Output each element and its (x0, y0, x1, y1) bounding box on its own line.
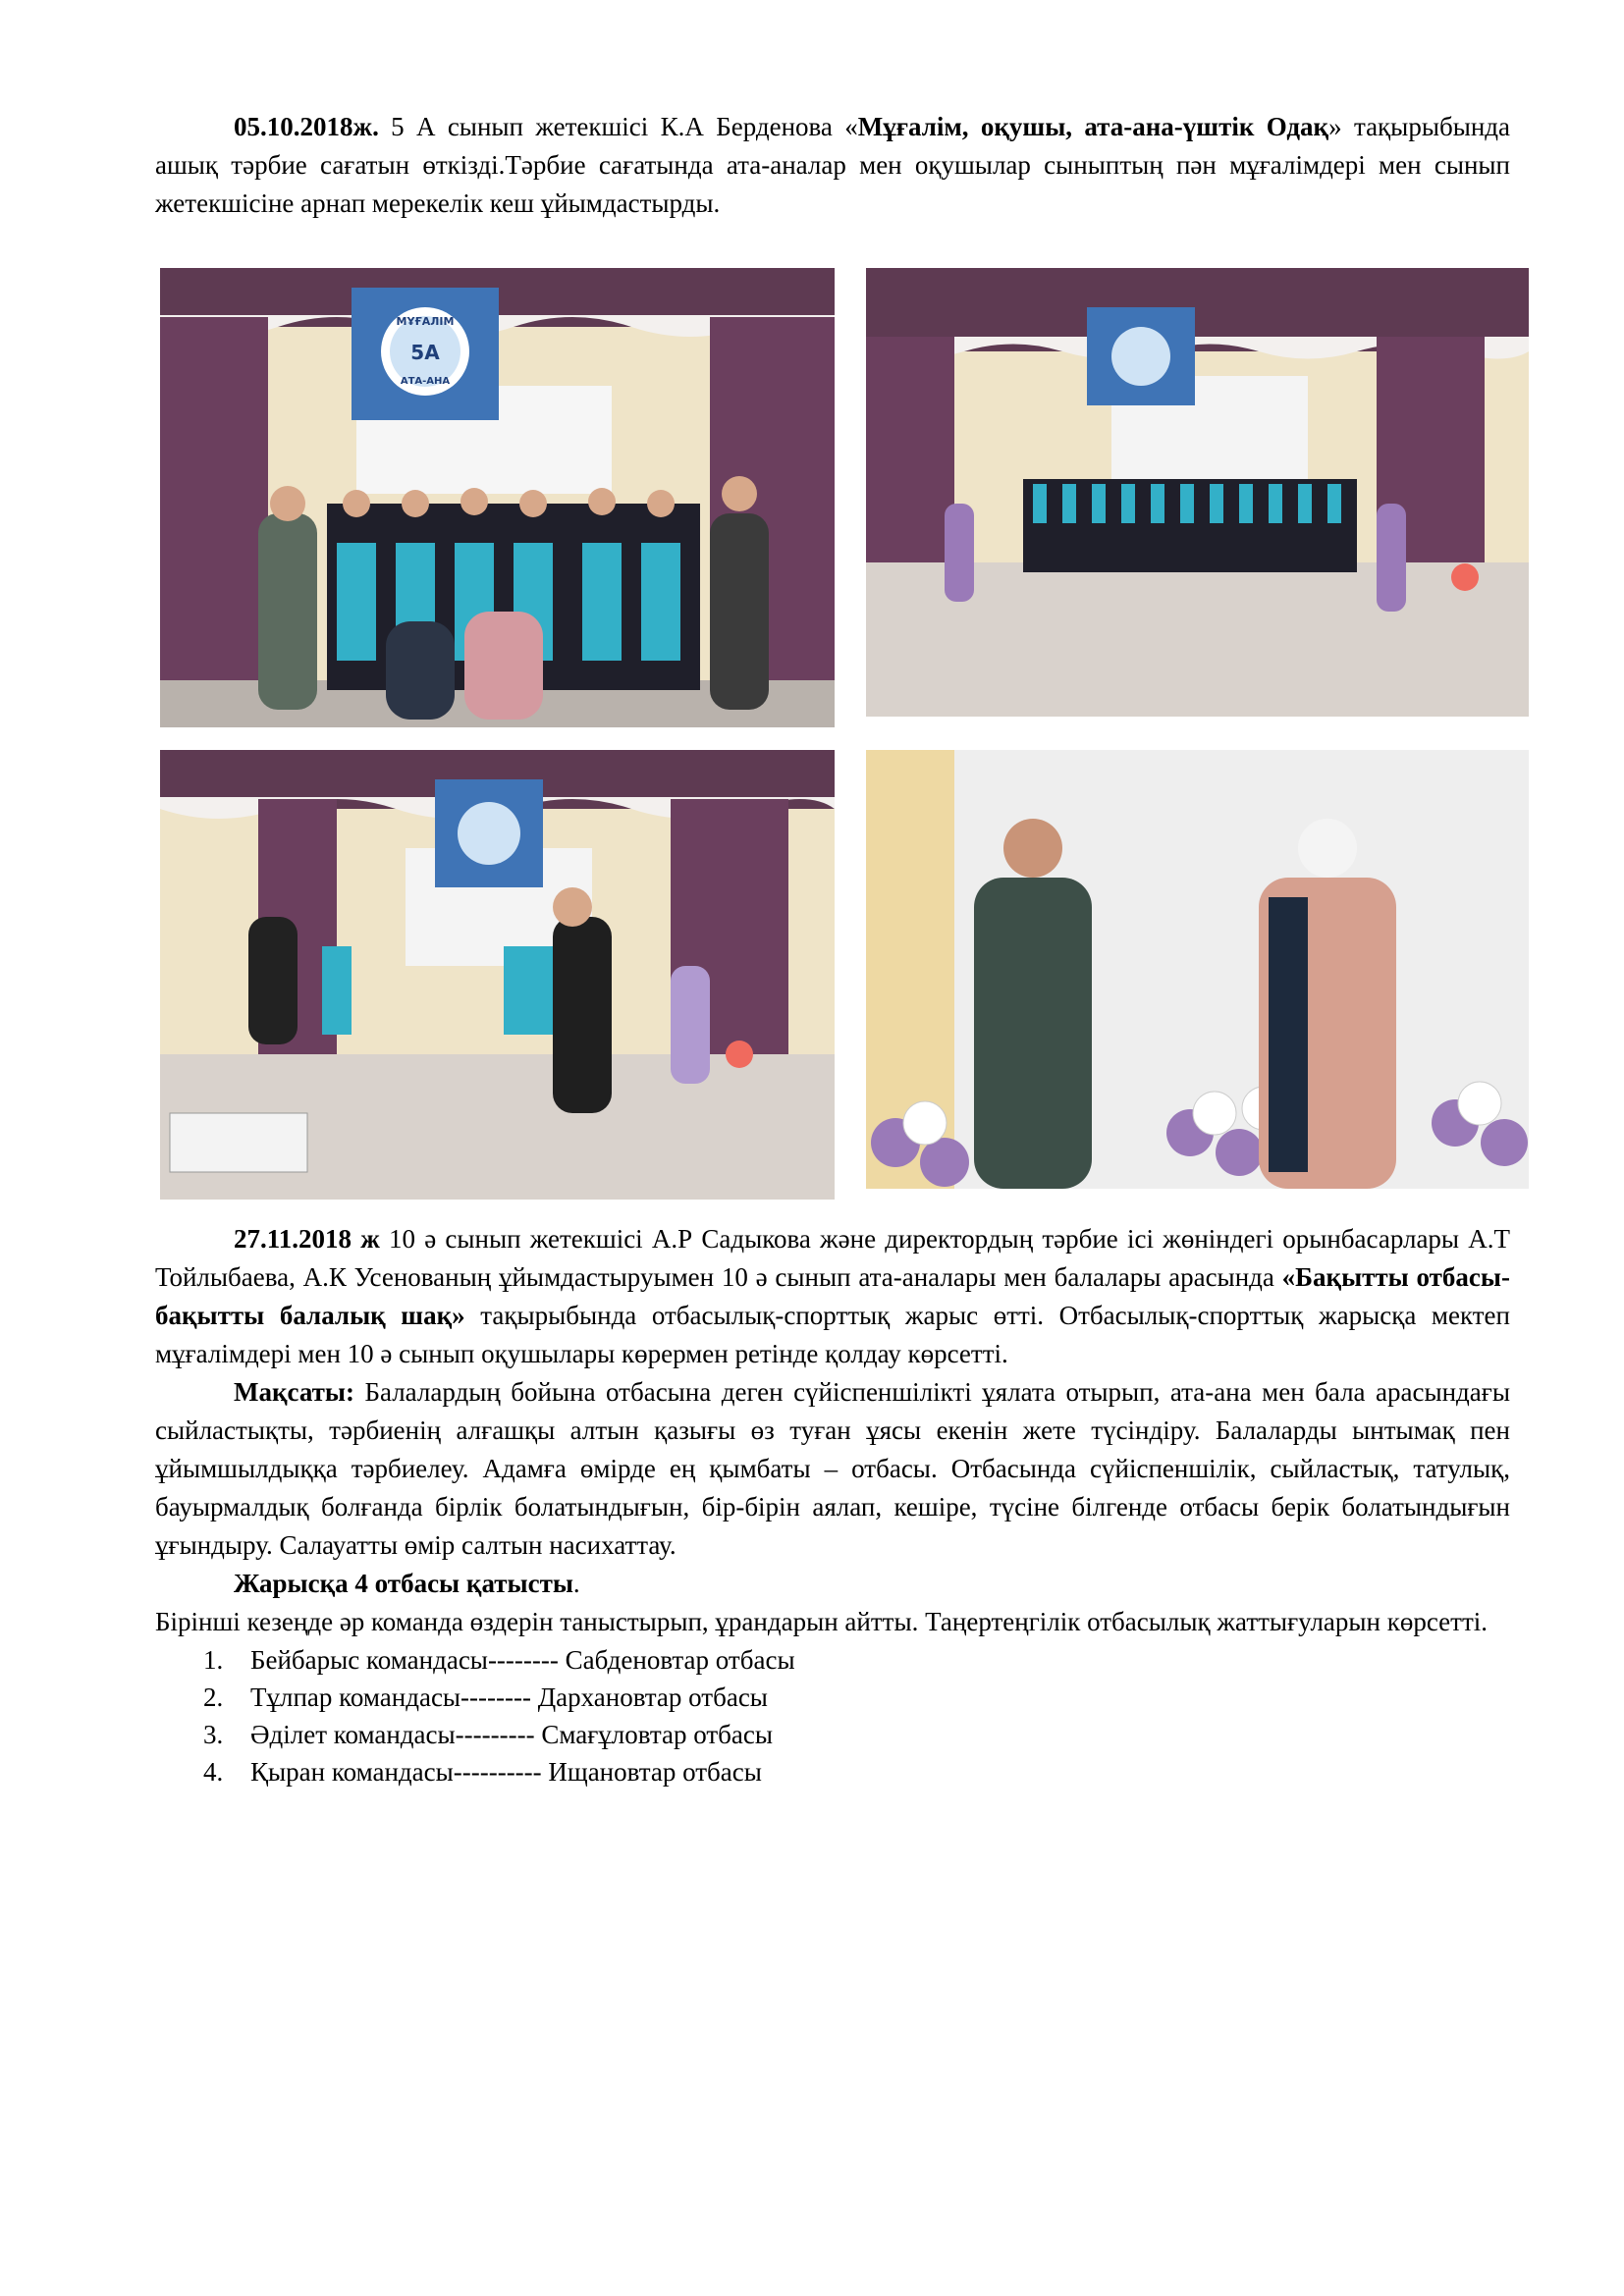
section-1 (155, 108, 1510, 223)
participants-label: Жарысқа 4 отбасы қатысты (234, 1569, 573, 1598)
section-2-paragraph: 27.11.2018 ж 10 ә сынып жетекшісі А.Р Садыкова және директордың тәрбие ісі жөніндегі орынбасарлары А.Т Тойлыбаева, А.К Усенованың ұйымдастыруымен 10 ә сынып ата-аналары мен балалары арасында «Бақытты отбасы-бақытты балалық шақ» тақырыбында отбасылық-спорттық жарыс өтті. Отбасылық-спорттық жарысқа мектеп мұғалімдері мен 10 ә сынып оқушылары көрермен ретінде қолдау көрсетті. (155, 1224, 1511, 1368)
section-2-topic: «Бақытты отбасы-бақытты балалық шақ» (155, 1262, 1510, 1330)
svg-text:5А: 5А (410, 341, 440, 364)
list-item: 4. Қыран командасы---------- Ищановтар отбасы (203, 1757, 762, 1787)
teams-list (155, 1641, 1510, 1790)
photo-group-portrait (160, 268, 835, 727)
banner-5a (352, 288, 499, 420)
photo-speakers (866, 750, 1529, 1189)
svg-text:МҰҒАЛІМ: МҰҒАЛІМ (396, 315, 455, 328)
section-1-paragraph: 05.10.2018ж. 5 А сынып жетекшісі К.А Берденова «Мұғалім, оқушы, ата-ана-үштік Одақ» тақырыбында ашық тәрбие сағатын өткізді.Тәрбие сағатында ата-аналар мен оқушылар сыныптың пән мұғалімдері мен сынып жетекшісіне арнап мерекелік кеш ұйымдастырды. (155, 112, 1511, 218)
section-1-date: 05.10.2018ж. (234, 112, 379, 141)
goal-paragraph: Мақсаты: Балалардың бойына отбасына деген сүйіспеншілікті ұялата отырып, ата-ана мен бала арасындағы сыйластықты, тәрбиенің алғашқы алтын қазығы өз туған ұясы екенін жете түсіндіру. Балаларды ынтымақ пен ұйымшылдыққа тәрбиелеу. Адамға өмірде ең қымбаты – отбасы. Отбасында сүйіспеншілік, сыйластық, татулық, бауырмалдық болғанда бірлік болатындығын, бір-бірін аялап, кешіре, түсіне білгенде отбасы берік болатындығын ұғындыру. Салауатты өмір салтын насихаттау. (155, 1377, 1510, 1560)
section-2-date: 27.11.2018 ж (234, 1224, 380, 1254)
svg-text:АТА-АНА: АТА-АНА (400, 376, 451, 387)
photo-students-on-stage (866, 268, 1529, 717)
section-2 (155, 1220, 1510, 1790)
list-item: 1. Бейбарыс командасы-------- Сабденовтар отбасы (203, 1645, 795, 1675)
section-1-topic: Мұғалім, оқушы, ата-ана-үштік Одақ (857, 112, 1329, 141)
stage-1-paragraph: Бірінші кезеңде әр команда өздерін таныстырып, ұрандарын айтты. Таңертеңгілік отбасылық жаттығуларын көрсетті. (155, 1607, 1489, 1636)
list-item: 2. Тұлпар командасы-------- Дархановтар отбасы (203, 1682, 768, 1712)
participants-paragraph: Жарысқа 4 отбасы қатысты. (234, 1569, 580, 1598)
photo-dance (160, 750, 835, 1200)
goal-label: Мақсаты: (234, 1377, 354, 1407)
list-item: 3. Әділет командасы--------- Смағұловтар отбасы (203, 1720, 773, 1749)
